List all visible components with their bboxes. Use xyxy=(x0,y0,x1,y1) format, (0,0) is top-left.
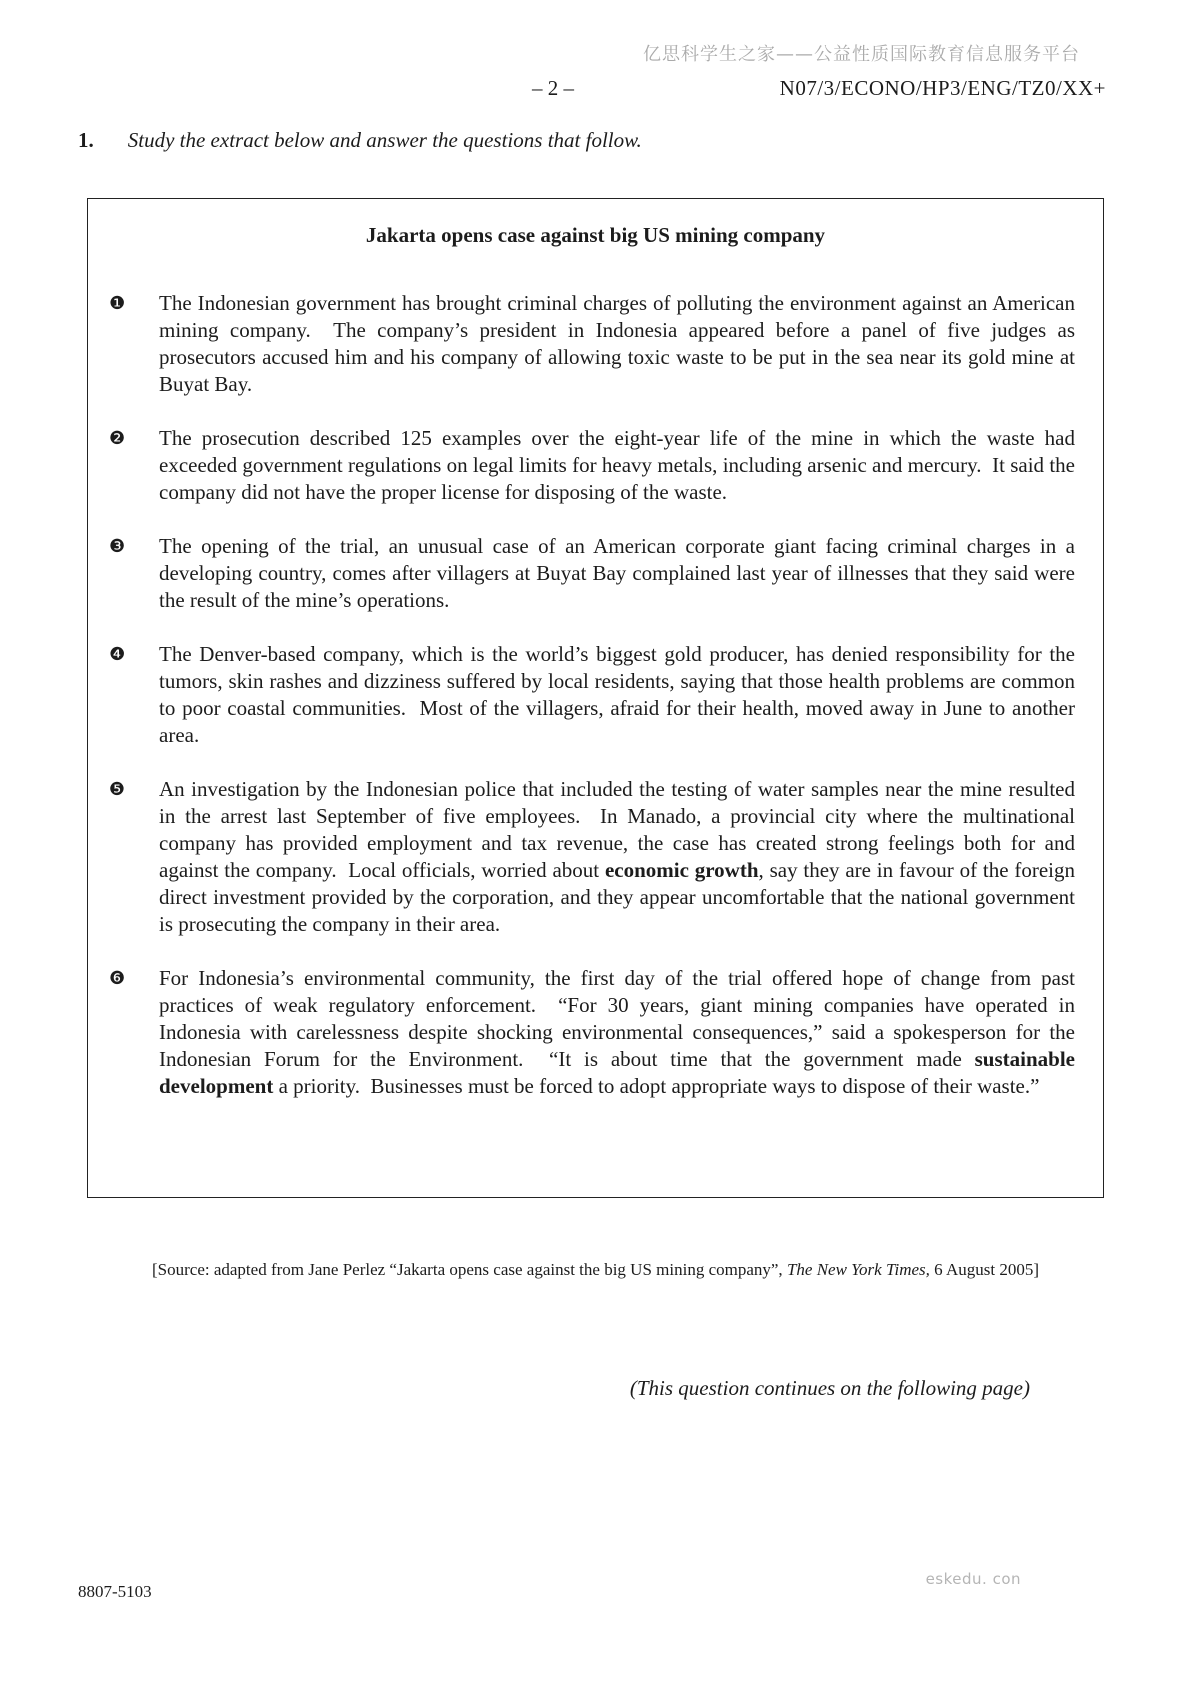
paragraph-text: The Denver-based company, which is the world’s biggest gold producer, has denied responsibility for the tumors, skin rashes and dizziness suffered by local residents, saying that those health problems are common to poor coastal communities. Most of the villagers, afraid for their health, moved away in June to another area. xyxy=(159,642,1075,747)
continuation-note: (This question continues on the following page) xyxy=(629,1376,1030,1400)
paragraph-text: The prosecution described 125 examples over the eight-year life of the mine in which the waste had exceeded government regulations on legal limits for heavy metals, including arsenic and mercury. It said the company did not have the proper license for disposing of the waste. xyxy=(159,426,1075,504)
paragraph-text: The opening of the trial, an unusual case of an American corporate giant facing criminal charges in a developing country, comes after villagers at Buyat Bay complained last year of illnesses that they said were the result of the mine’s operations. xyxy=(159,534,1075,612)
extract-paragraph xyxy=(109,290,1075,398)
question-instruction: Study the extract below and answer the questions that follow. xyxy=(127,128,642,152)
extract-paragraphs xyxy=(109,290,1075,1100)
extract-paragraph xyxy=(109,776,1075,938)
paragraph-number-icon: ❶ xyxy=(109,293,126,314)
paragraph-text: The Indonesian government has brought criminal charges of polluting the environment against an American mining company. The company’s president in Indonesia appeared before a panel of five judges as prosecutors accused him and his company of allowing toxic waste to be put in the sea near its gold mine at Buyat Bay. xyxy=(159,291,1075,396)
extract-paragraph xyxy=(109,425,1075,506)
document-code: 8807-5103 xyxy=(78,1582,152,1601)
extract-paragraph xyxy=(109,965,1075,1100)
paragraph-number-icon: ❻ xyxy=(109,968,126,989)
footer-watermark: eskedu. con xyxy=(925,1570,1021,1588)
question-number: 1. xyxy=(78,128,94,152)
paragraph-number-icon: ❹ xyxy=(109,644,126,665)
header-site-watermark: 亿思科学生之家——公益性质国际教育信息服务平台 xyxy=(643,44,1080,65)
question-row xyxy=(78,128,1108,153)
paragraph-number-icon: ❺ xyxy=(109,779,126,800)
paragraph-text: An investigation by the Indonesian police that included the testing of water samples near the mine resulted in the arrest last September of five employees. In Manado, a provincial city where the multinational company has provided employment and tax revenue, the case has created strong feelings both for and against the company. Local officials, worried about economic growth, say they are in favour of the foreign direct investment provided by the corporation, and they appear uncomfortable that the national government is prosecuting the company in their area. xyxy=(159,777,1075,936)
source-citation: [Source: adapted from Jane Perlez “Jakarta opens case against the big US mining company”, The New York Times, 6 August 2005] xyxy=(152,1260,1039,1279)
paragraph-number-icon: ❷ xyxy=(109,428,126,449)
extract-paragraph xyxy=(109,533,1075,614)
extract-box xyxy=(87,198,1104,1198)
extract-paragraph xyxy=(109,641,1075,749)
extract-title: Jakarta opens case against big US mining company xyxy=(365,223,826,247)
paragraph-number-icon: ❸ xyxy=(109,536,126,557)
paragraph-text: For Indonesia’s environmental community, the first day of the trial offered hope of change from past practices of weak regulatory enforcement. “For 30 years, giant mining companies have operated in Indonesia with carelessness despite shocking environmental consequences,” said a spokesperson for the Indonesian Forum for the Environment. “It is about time that the government made sustainable development a priority. Businesses must be forced to adopt appropriate ways to dispose of their waste.” xyxy=(159,966,1075,1098)
page-number: – 2 – xyxy=(532,76,574,100)
paper-code: N07/3/ECONO/HP3/ENG/TZ0/XX+ xyxy=(779,76,1106,100)
